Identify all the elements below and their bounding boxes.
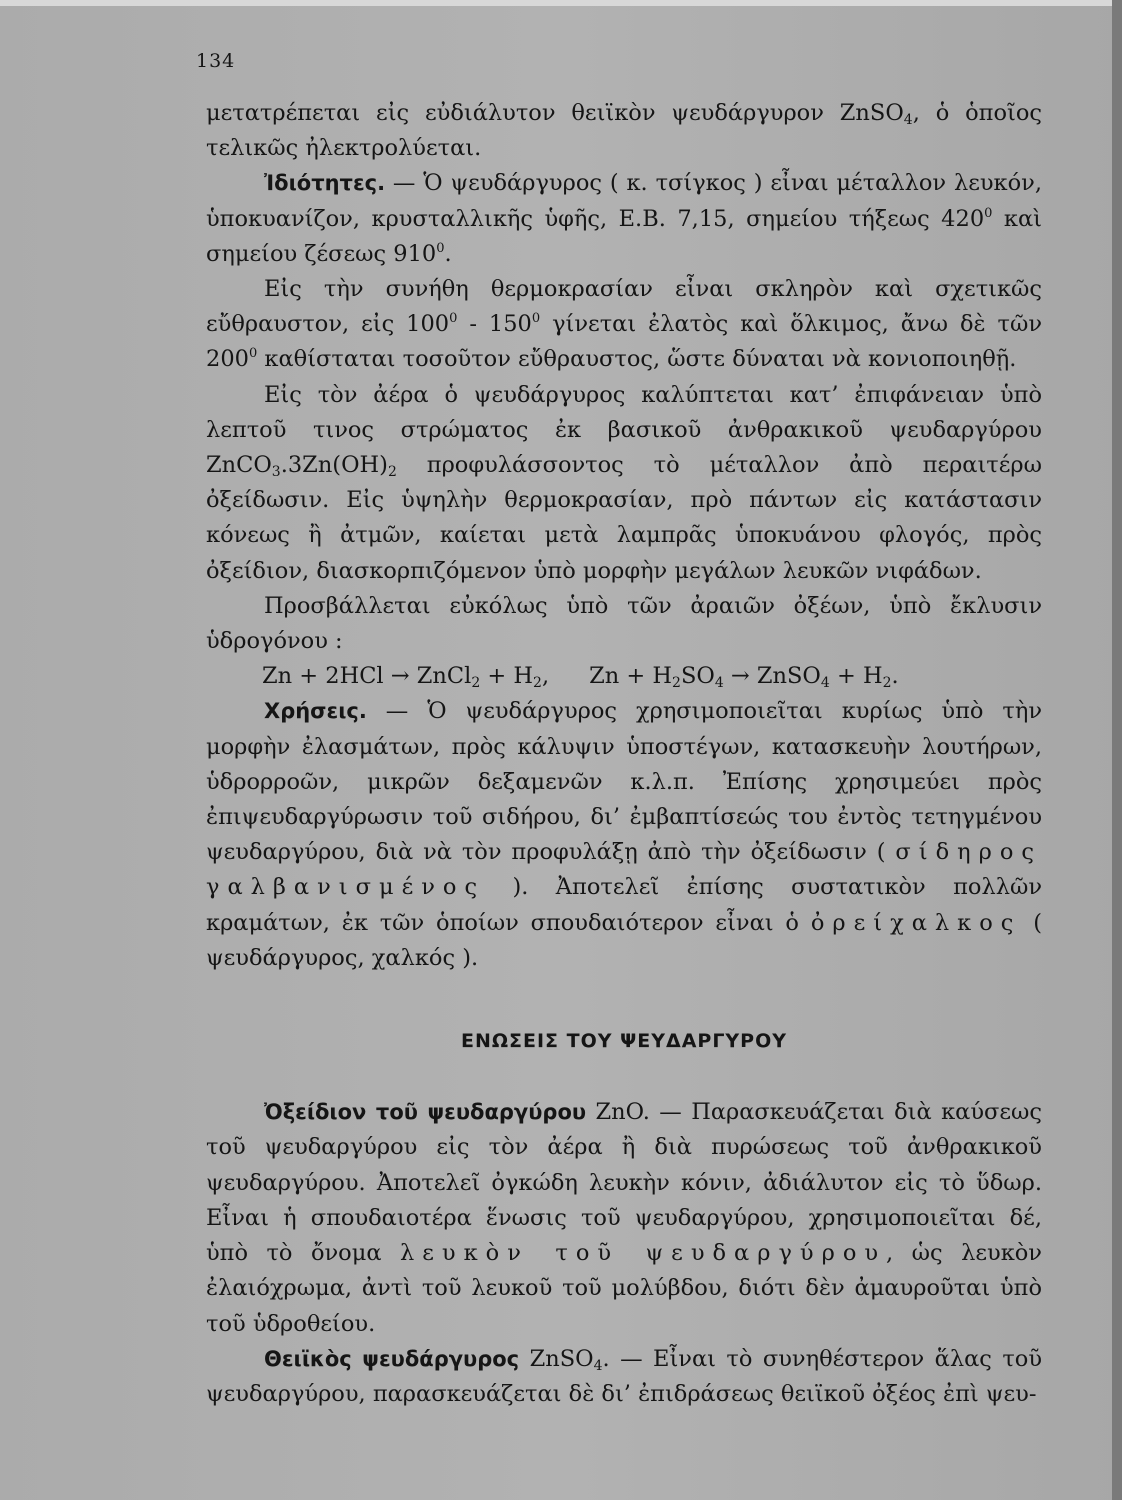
zinc-sulfate-heading: Θειϊκὸς ψευδάργυρος [264, 1346, 520, 1371]
p3-text-d: καθίσταται τοσοῦτον εὔθραυστος, ὥστε δύναται νὰ κονιοποιηθῇ. [257, 346, 1017, 373]
page-top-edge [0, 0, 1122, 6]
p8-text-b: . — Εἶναι τὸ συνηθέστερον ἅλας τοῦ ψευδαργύρου, παρασκευάζεται δὲ δι’ ἐπιδράσεως θειϊκοῦ ὀξέος ἐπὶ ψευ- [206, 1345, 1043, 1407]
paragraph-5 [206, 589, 1042, 659]
reaction-1-b: + H [480, 663, 534, 690]
p8-sub-a: 4 [593, 1357, 603, 1374]
p7-spaced-a: λευκὸν τοῦ ψευδαργύρου [400, 1240, 887, 1267]
reaction-2-c: → ZnSO [723, 663, 821, 690]
properties-heading: Ἰδιότητες. [264, 171, 386, 196]
reaction-1-a: Zn + 2HCl → ZnCl [262, 663, 472, 690]
p6-spaced-b: ὀρείχαλκος [810, 909, 1022, 936]
uses-heading: Χρήσεις. [264, 699, 367, 724]
p3-sup-c: 0 [248, 346, 258, 362]
reaction-2-a: Zn + H [589, 663, 673, 690]
paragraph-uses [206, 694, 1042, 976]
p7-text-b: , ὡς λευκὸν ἐλαιόχρωμα, ἀντὶ τοῦ λευκοῦ τοῦ μολύβδου, διότι δὲν ἀμαυροῦται ὑπὸ τοῦ ὑδροθείου. [206, 1240, 1042, 1337]
p6-text-b: ). Ἀποτελεῖ ἐπίσης συστατικὸν πολλῶν κραμάτων, ἐκ τῶν ὁποίων σπουδαιότερον εἶναι ὁ [206, 874, 1042, 936]
reaction-2-sub-4: 2 [882, 675, 892, 692]
p6-spaced-a: σίδηρος γαλβανισμένος [206, 839, 1042, 901]
reaction-2-d: + H [829, 663, 883, 690]
page-number: 134 [196, 50, 236, 72]
p4-sub-a: 3 [271, 464, 281, 481]
reaction-2-sub-1: 2 [672, 675, 681, 692]
reaction-2-e: . [891, 663, 899, 690]
p8-text-a: ZnSO [519, 1345, 594, 1372]
p4-text-c: προφυλάσσοντος τὸ μέταλλον ἀπὸ περαιτέρω ὀξείδωσιν. Εἰς ὑψηλὴν θερμοκρασίαν, πρὸ πάντων εἰς κατάστασιν κόνεως ἢ ἀτμῶν, καίεται μετὰ λαμπρᾶς ὑποκυάνου φλογός, πρὸς ὀξείδιον, διασκορπιζόμενον ὑπὸ μορφὴν μεγάλων λευκῶν νιφάδων. [206, 452, 1042, 584]
p1-text-b: , ὁ ὁποῖος τελικῶς ἠλεκτρολύεται. [206, 100, 1042, 162]
p3-text-c: γίνεται ἐλατὸς καὶ ὅλκιμος, ἄνω δὲ τῶν 200 [206, 311, 1043, 373]
p2-sup-a: 0 [984, 205, 993, 221]
p2-sup-b: 0 [436, 240, 445, 256]
p7-text-a: ZnO. — Παρασκευάζεται διὰ καύσεως τοῦ ψευδαργύρου εἰς τὸν ἀέρα ἢ διὰ πυρώσεως τοῦ ἀνθρακικοῦ ψευδαργύρου. Ἀποτελεῖ ὀγκώδη λευκὴν κόνιν, ἀδιάλυτον εἰς τὸ ὕδωρ. Εἶναι ἡ σπουδαιοτέρα ἕνωσις τοῦ ψευδαργύρου, χρησιμοποιεῖται δέ, ὑπὸ τὸ ὄνομα [206, 1099, 1042, 1267]
reaction-formulas [206, 659, 1042, 694]
zinc-oxide-heading: Ὀξείδιον τοῦ ψευδαργύρου [264, 1100, 587, 1125]
p3-sup-b: 0 [531, 311, 541, 327]
p1-sub-a: 4 [903, 112, 913, 128]
p4-text-a: Εἰς τὸν ἀέρα ὁ ψευδάργυρος καλύπτεται κατ’ ἐπιφάνειαν ὑπὸ λεπτοῦ τινος στρώματος ἐκ βασικοῦ ἀνθρακικοῦ ψευδαργύρου ZnCO [206, 381, 1042, 479]
p2-text-c: . [444, 240, 452, 267]
p5-text: Προσβάλλεται εὐκόλως ὑπὸ τῶν ἀραιῶν ὀξέων, ὑπὸ ἔκλυσιν ὑδρογόνου : [206, 592, 1042, 655]
paragraph-3 [206, 272, 1042, 378]
p6-text-c: ( ψευδάργυρος, χαλκός ). [206, 909, 1042, 971]
reaction-2-sub-2: 4 [714, 675, 724, 692]
p3-sup-a: 0 [449, 311, 458, 327]
body-text [206, 96, 1042, 1412]
p3-text-a: Εἰς τὴν συνήθη θερμοκρασίαν εἶναι σκληρὸν καὶ σχετικῶς εὔθραυστον, εἰς 100 [206, 276, 1042, 338]
p3-text-b: - 150 [457, 311, 532, 338]
paragraph-1 [206, 96, 1042, 166]
reaction-1-c: , [541, 663, 550, 690]
paragraph-zinc-sulfate [206, 1342, 1042, 1412]
reaction-1-sub-1: 2 [471, 675, 481, 692]
reaction-2-b: SO [680, 663, 715, 690]
section-title: ΕΝΩΣΕΙΣ ΤΟΥ ΨΕΥΔΑΡΓΥΡΟΥ [460, 1030, 788, 1053]
paragraph-zinc-oxide [206, 1095, 1042, 1341]
paragraph-4 [206, 378, 1042, 589]
reaction-1-sub-2: 2 [533, 675, 542, 692]
p4-sub-b: 2 [387, 464, 397, 481]
p4-text-b: .3Zn(OH) [280, 452, 388, 479]
p2-text-a: — Ὁ ψευδάργυρος ( κ. τσίγκος ) εἶναι μέταλλον λευκόν, ὑποκυανίζον, κρυσταλλικῆς ὑφῆς, Ε.Β. 7,15, σημείου τήξεως 420 [206, 170, 1042, 232]
p6-text-a: — Ὁ ψευδάργυρος χρησιμοποιεῖται κυρίως ὑπὸ τὴν μορφὴν ἐλασμάτων, πρὸς κάλυψιν ὑποστέγων, κατασκευὴν λουτήρων, ὑδρορροῶν, μικρῶν δεξαμενῶν κ.λ.π. Ἐπίσης χρησιμεύει πρὸς ἐπιψευδαργύρωσιν τοῦ σιδήρου, δι’ ἐμβαπτίσεώς του ἐντὸς τετηγμένου ψευδαργύρου, διὰ νὰ τὸν προφυλάξῃ ἀπὸ τὴν ὀξείδωσιν ( [206, 698, 1042, 866]
reaction-2-sub-3: 4 [820, 675, 830, 692]
paragraph-properties [206, 166, 1042, 272]
p2-text-b: καὶ σημείου ζέσεως 910 [206, 205, 1042, 267]
p1-text-a: μετατρέπεται εἰς εὐδιάλυτον θειϊκὸν ψευδάργυρον ZnSO [206, 100, 904, 126]
page-right-edge [1112, 0, 1122, 1500]
